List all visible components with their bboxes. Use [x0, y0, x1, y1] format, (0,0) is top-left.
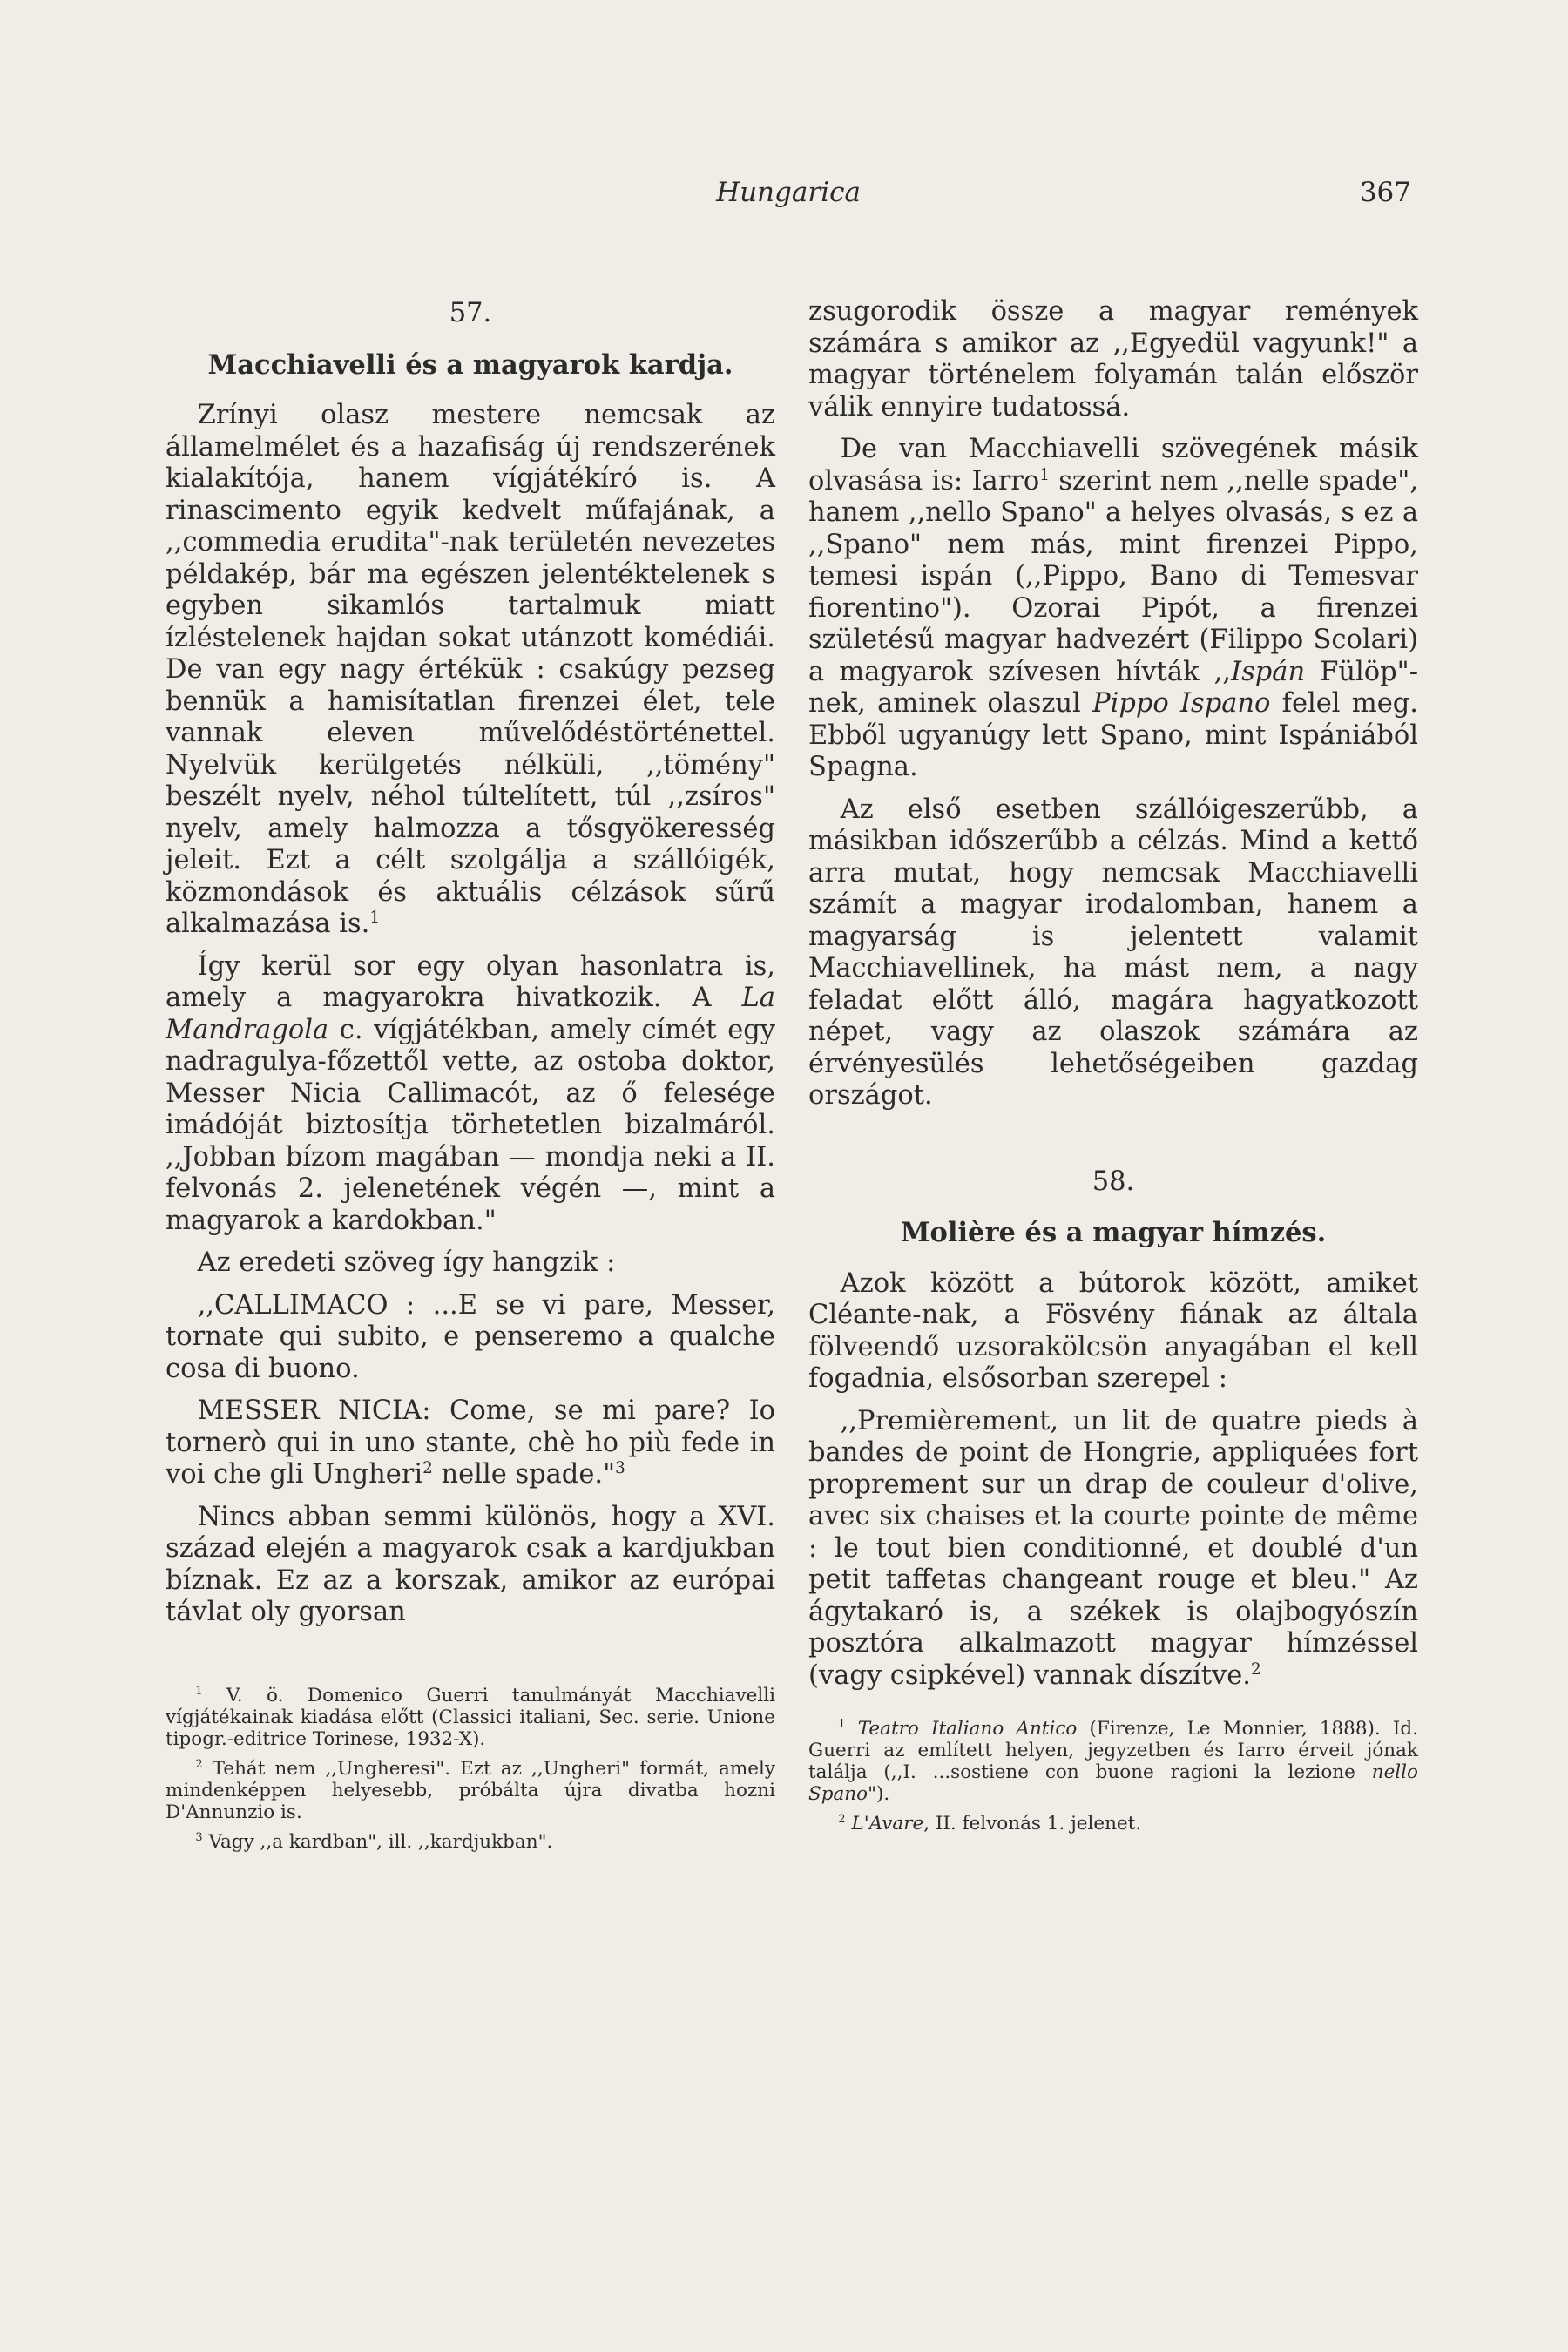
work-title: L'Avare — [851, 1813, 924, 1835]
footnote — [808, 1813, 1418, 1835]
emphasis: Ispán — [1231, 656, 1306, 687]
work-title: Teatro Italiano Antico — [857, 1718, 1078, 1740]
footnote — [166, 1685, 775, 1750]
paragraph-text: Így kerül sor egy olyan hasonlatra is, amely a magyarokra hivatkozik. A — [166, 950, 775, 1013]
section-number-57: 57. — [449, 298, 492, 328]
paragraph-text: MESSER NICIA: Come, se mi pare? Io tornerò qui in uno stante, chè ho più fede in voi che gli Ungheri — [166, 1396, 775, 1490]
paragraph-text: szerint nem ,,nelle spade", hanem ,,nello Spano" a helyes olvasás, s ez a ,,Spano" nem más, mint firenzei Pippo, temesi ispán (,,Pippo, Bano di Temesvar fiorentino"). Ozorai Pipót, a firenzei születésű magyar hadvezért (Filippo Scolari) a magyarok szívesen hívták ,, — [808, 465, 1419, 687]
paragraph-text: nelle spade." — [432, 1459, 616, 1490]
section-number-58: 58. — [1092, 1166, 1135, 1197]
footnote-mark: 1 — [195, 1684, 203, 1698]
footnotes-left — [166, 1685, 775, 1853]
section-title-58: Molière és a magyar hímzés. — [900, 1217, 1327, 1248]
paragraph: Nincs abban semmi különös, hogy a XVI. század elején a magyarok csak a kardjukban bíznak. Ez az a korszak, amikor az európai távlat oly gyorsan — [166, 1501, 775, 1627]
footnote — [808, 1718, 1418, 1805]
footnote-mark: 1 — [838, 1717, 846, 1731]
footnotes-right — [808, 1718, 1418, 1835]
section-gap — [808, 1123, 1418, 1166]
paragraph: Az első esetben szállóigeszerűbb, a másikban időszerűbb a célzás. Mind a kettő arra mutat, hogy nemcsak Macchiavelli számít a magyar irodalomban, hanem a magyarság is jelentett valamit Macchiavellinek, ha mást nem, a nagy feladat előtt álló, magára hagyatkozott népet, vagy az olaszok számára az érvényesülés lehetőségeiben gazdag országot. — [808, 794, 1418, 1111]
section-title-57: Macchiavelli és a magyarok kardja. — [207, 348, 733, 381]
quote-paragraph — [166, 1396, 775, 1491]
footnote-text: Vagy ,,a kardban", ill. ,,kardjukban". — [208, 1830, 553, 1853]
footnote-mark: 2 — [838, 1812, 846, 1826]
footnote-ref: 3 — [615, 1458, 625, 1477]
quote-paragraph: ,,CALLIMACO : ...E se vi pare, Messer, tornate qui subito, e penseremo a qualche cosa di buono. — [166, 1289, 775, 1384]
paragraph — [808, 434, 1418, 784]
footnote-text: (Firenze, Le Monnier, 1888). Id. Guerri az említett helyen, jegyzetben és Iarro érveit jónak találja (,,I. ...sostiene con buone ragioni la lezione — [808, 1718, 1418, 1783]
paragraph: Azok között a bútorok között, amiket Cléante-nak, a Fösvény fiának az általa fölveendő uzsorakölcsön anyagában el kell fogadnia, elsősorban szerepel : — [808, 1267, 1418, 1394]
work-title: La Mandragola — [166, 983, 775, 1045]
footnote-text: , II. felvonás 1. jelenet. — [923, 1813, 1142, 1835]
paragraph: zsugorodik össze a magyar remények számára s amikor az ,,Egyedül vagyunk!" a magyar történelem folyamán talán először válik ennyire tudatossá. — [808, 296, 1418, 422]
paragraph-text: Fülöp"-nek, aminek olaszul — [808, 656, 1418, 719]
footnote-ref: 2 — [422, 1458, 433, 1477]
paragraph-text: De van Macchiavelli szövegének másik olvasása is: Iarro — [808, 434, 1418, 497]
quote-paragraph — [808, 1406, 1418, 1693]
footnote — [166, 1831, 775, 1853]
page-number: 367 — [1359, 177, 1411, 208]
footnote-mark: 2 — [195, 1757, 203, 1771]
footnote-text: "). — [868, 1783, 890, 1805]
paragraph-text: ,,Premièrement, un lit de quatre pieds à bandes de point de Hongrie, appliquées fort proprement sur un drap de couleur d'olive, avec six chaises et la courte pointe de même : le tout bien conditionné, et doublé d'un petit taffetas changeant rouge et bleu." Az ágytakaró is, a székek is olajbogyószín posztóra alkalmazott magyar hímzéssel (vagy csipkével) vannak díszítve. — [808, 1405, 1418, 1691]
paragraph-text: Zrínyi olasz mestere nemcsak az államelmélet és a hazafiság új rendszerének kialakítója, hanem vígjátékíró is. A rinascimento egyik kedvelt műfajának, a ,,commedia erudita"-nak területén nevezetes példakép, bár ma egészen jelentéktelenek s egyben sikamlós tartalmuk miatt ízléstelenek hajdan sokat utánzott komédiái. De van egy nagy értékük : csakúgy pezseg bennük a hamisítatlan firenzei élet, tele vannak eleven művelődéstörténettel. Nyelvük kerülgetés nélküli, ,,tömény" beszélt nyelv, néhol túltelített, túl ,,zsíros" nyelv, amely halmozza a tősgyökeresség jeleit. Ezt a célt szolgálja a szállóigék, közmondások és aktuális célzások sűrű alkalmazása is. — [166, 400, 775, 939]
footnote-ref: 1 — [369, 908, 380, 927]
paragraph: Az eredeti szöveg így hangzik : — [197, 1247, 616, 1278]
footnote — [166, 1758, 775, 1823]
running-title: Hungarica — [716, 177, 861, 208]
paragraph — [166, 400, 775, 941]
paragraph — [166, 951, 775, 1238]
paragraph-text: felel meg. Ebből ugyanúgy lett Spano, mint Ispániából Spagna. — [808, 688, 1418, 782]
footnote-mark: 3 — [195, 1830, 203, 1844]
footnote-text: V. ö. Domenico Guerri tanulmányát Macchiavelli vígjátékainak kiadása előtt (Classici italiani, Sec. serie. Unione tipogr.-editrice Torinese, 1932-X). — [166, 1684, 775, 1750]
emphasis: nello Spano — [808, 1761, 1418, 1805]
emphasis: Pippo Ispano — [1092, 688, 1271, 719]
footnote-text: Tehát nem ,,Ungheresi". Ezt az ,,Ungheri" formát, amely mindenképpen helyesebb, próbálta újra divatba hozni D'Annunzio is. — [166, 1757, 776, 1823]
right-column — [808, 296, 1418, 1842]
footnote-ref: 1 — [1039, 465, 1050, 484]
running-head — [166, 171, 1411, 214]
footnote-ref: 2 — [1251, 1659, 1261, 1679]
left-column — [166, 298, 775, 1861]
paragraph-text: c. vígjátékban, amely címét egy nadragulya-főzettől vette, az ostoba doktor, Messer Nicia Callimacót, az ő felesége imádóját biztosítja törhetetlen bizalmáról. ,,Jobban bízom magában — mondja neki a II. felvonás 2. jelenetének végén —, mint a magyarok a kardokban." — [166, 1014, 775, 1236]
